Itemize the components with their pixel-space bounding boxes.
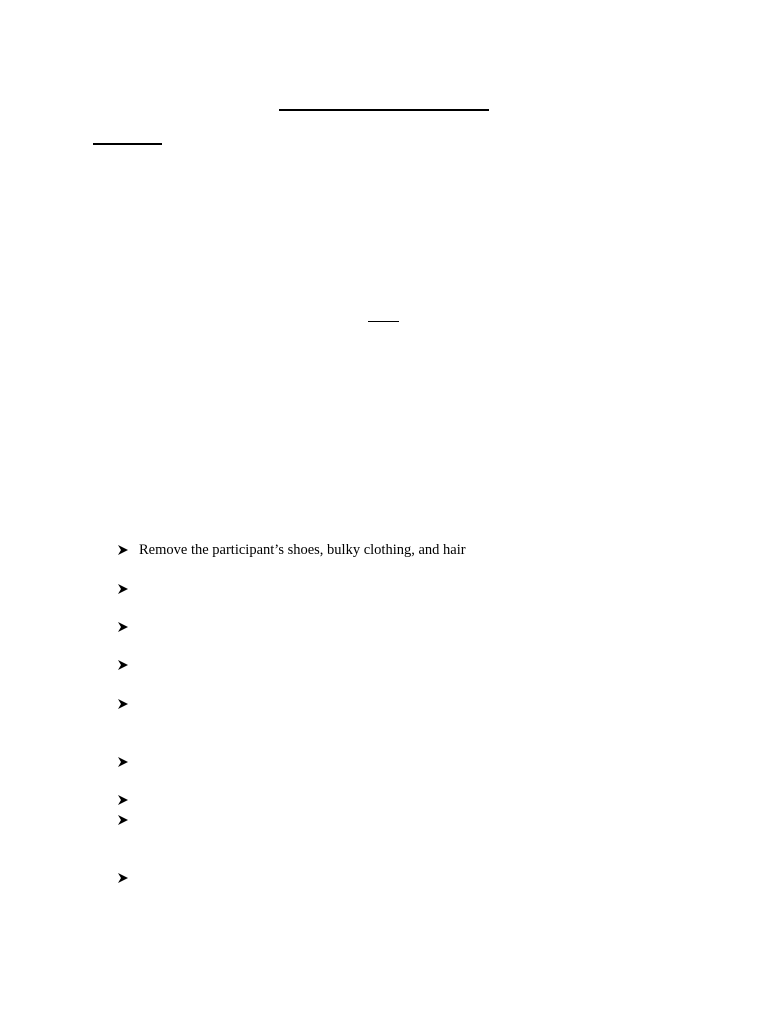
bullet-item: [117, 657, 139, 673]
bullet-item: [117, 696, 139, 712]
bullet-item: [117, 542, 466, 558]
bullet-item: [117, 870, 139, 886]
arrowhead-bullet-icon: [117, 583, 129, 595]
arrowhead-bullet-icon: [117, 814, 129, 826]
bullet-item: [117, 812, 139, 828]
title-underline-rule: [279, 109, 489, 111]
arrowhead-bullet-icon: [117, 544, 129, 556]
arrowhead-bullet-icon: [117, 621, 129, 633]
arrowhead-bullet-icon: [117, 756, 129, 768]
arrowhead-bullet-icon: [117, 872, 129, 884]
bullet-item: [117, 581, 139, 597]
arrowhead-bullet-icon: [117, 698, 129, 710]
bullet-text: Remove the participant’s shoes, bulky clothing, and hair: [139, 542, 466, 558]
section-heading-underline-rule: [93, 143, 162, 145]
arrowhead-bullet-icon: [117, 794, 129, 806]
bullet-item: [117, 619, 139, 635]
bullet-item: [117, 792, 139, 808]
bullet-item: [117, 754, 139, 770]
arrowhead-bullet-icon: [117, 659, 129, 671]
inline-underline-rule: [368, 321, 399, 322]
